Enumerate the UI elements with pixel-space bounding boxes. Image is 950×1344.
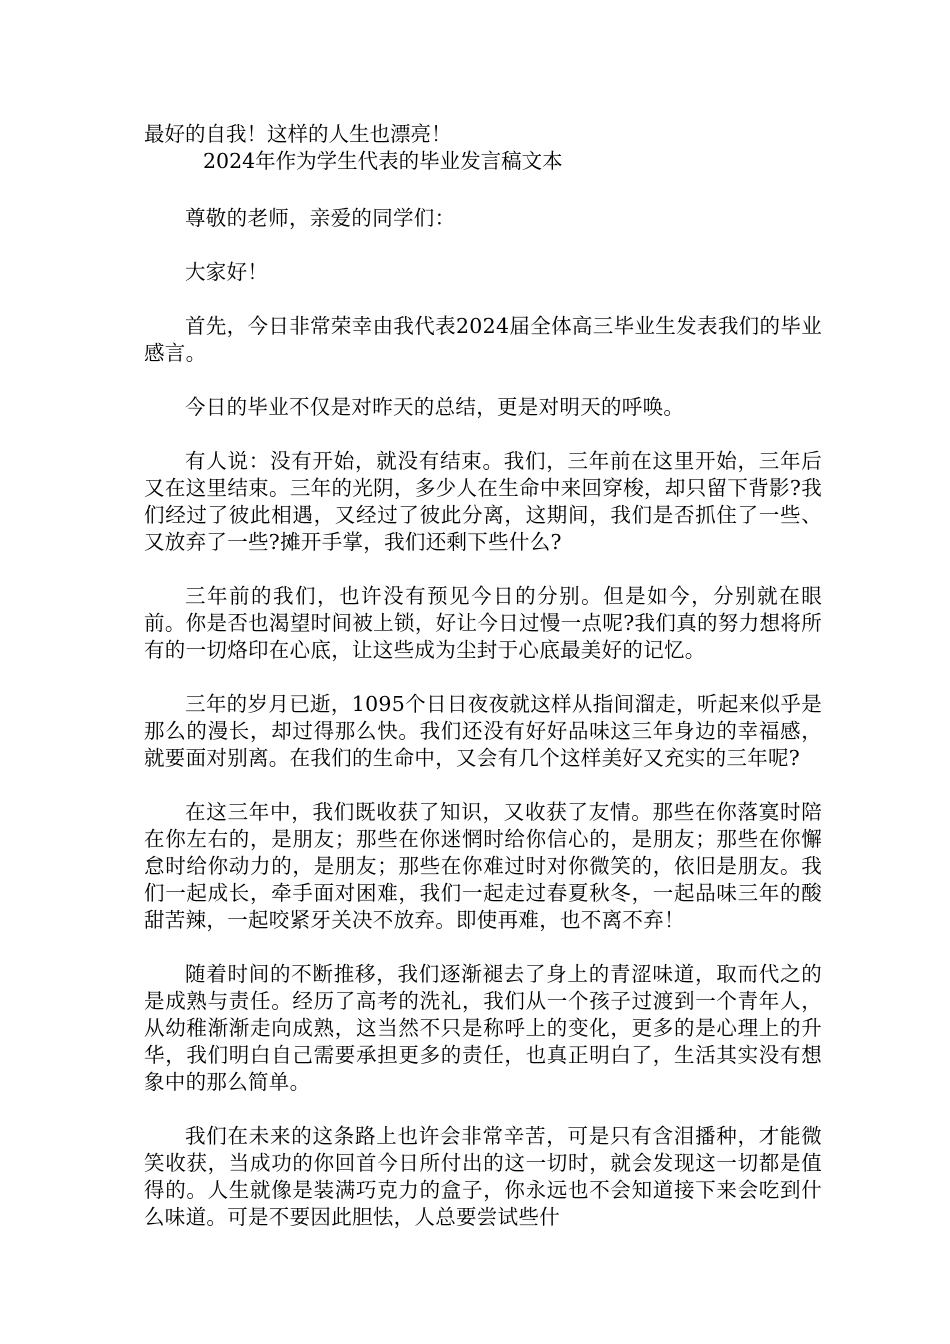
document-body bbox=[144, 121, 822, 1231]
paragraph: 今日的毕业不仅是对昨天的总结，更是对明天的呼唤。 bbox=[185, 395, 685, 419]
top-line: 最好的自我！这样的人生也漂亮！ bbox=[144, 122, 452, 146]
document-title: 2024年作为学生代表的毕业发言稿文本 bbox=[203, 149, 563, 173]
paragraph: 三年的岁月已逝，1095个日日夜夜就这样从指间溜走，听起来似乎是那么的漫长，却过得那么快。我们还没有好好品味这三年身边的幸福感，就要面对别离。在我们的生命中，又会有几个这样美好又充实的三年呢? bbox=[144, 692, 822, 770]
paragraph: 首先，今日非常荣幸由我代表2024届全体高三毕业生发表我们的毕业感言。 bbox=[144, 314, 822, 365]
paragraph: 有人说：没有开始，就没有结束。我们，三年前在这里开始，三年后又在这里结束。三年的光阴，多少人在生命中来回穿梭，却只留下背影?我们经过了彼此相遇，又经过了彼此分离，这期间，我们是否抓住了一些、又放弃了一些?摊开手掌，我们还剩下些什么? bbox=[144, 449, 822, 554]
paragraph-salutation: 尊敬的老师，亲爱的同学们： bbox=[185, 206, 456, 230]
paragraph-greeting: 大家好！ bbox=[185, 260, 269, 284]
paragraph: 我们在未来的这条路上也许会非常辛苦，可是只有含泪播种，才能微笑收获，当成功的你回首今日所付出的这一切时，就会发现这一切都是值得的。人生就像是装满巧克力的盒子，你永远也不会知道接下来会吃到什么味道。可是不要因此胆怯，人总要尝试些什 bbox=[144, 1124, 822, 1229]
paragraph: 在这三年中，我们既收获了知识，又收获了友情。那些在你落寞时陪在你左右的，是朋友；那些在你迷惘时给你信心的，是朋友；那些在你懈怠时给你动力的，是朋友；那些在你难过时对你微笑的，依旧是朋友。我们一起成长，牵手面对困难，我们一起走过春夏秋冬，一起品味三年的酸甜苦辣，一起咬紧牙关决不放弃。即使再难，也不离不弃！ bbox=[144, 800, 822, 932]
paragraph: 随着时间的不断推移，我们逐渐褪去了身上的青涩味道，取而代之的是成熟与责任。经历了高考的洗礼，我们从一个孩子过渡到一个青年人，从幼稚渐渐走向成熟，这当然不只是称呼上的变化，更多的是心理上的升华，我们明白自己需要承担更多的责任，也真正明白了，生活其实没有想象中的那么简单。 bbox=[144, 962, 822, 1094]
paragraph: 三年前的我们，也许没有预见今日的分别。但是如今，分别就在眼前。你是否也渴望时间被上锁，好让今日过慢一点呢?我们真的努力想将所有的一切烙印在心底，让这些成为尘封于心底最美好的记忆。 bbox=[144, 584, 822, 662]
